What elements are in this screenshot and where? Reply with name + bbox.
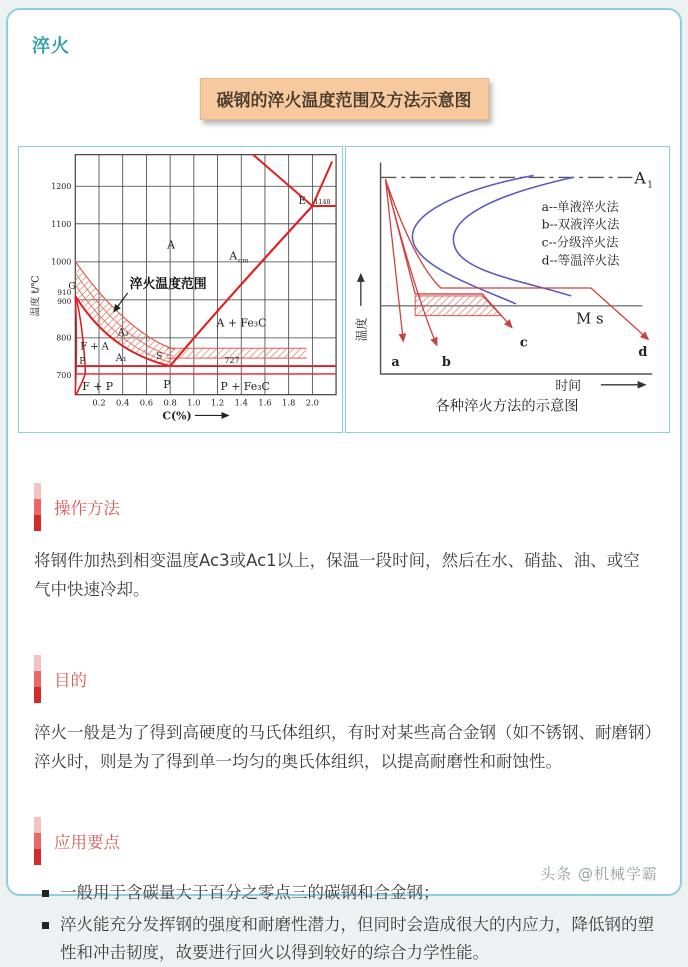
figure-row (8, 146, 680, 433)
svg-text:G: G (68, 282, 76, 293)
svg-text:1.6: 1.6 (258, 397, 272, 408)
phase-lines (75, 155, 336, 395)
ms-label: M s (576, 310, 604, 328)
svg-text:1.2: 1.2 (210, 397, 225, 408)
axes (381, 163, 653, 374)
list-item: 一般用于含碳量大于百分之零点三的碳钢和合金钢； (34, 879, 654, 907)
bullet-list (34, 879, 654, 967)
curve-labels (391, 335, 647, 370)
section-operation (8, 483, 680, 605)
section-heading-row (34, 483, 654, 531)
svg-text:1000: 1000 (51, 257, 72, 267)
svg-text:cm: cm (238, 256, 249, 265)
svg-text:A: A (167, 238, 176, 252)
section-body: 淬火一般是为了得到高硬度的马氏体组织，有时对某些高合金钢（如不锈钢、耐磨钢）淬火时，则是为了得到单一均匀的奥氏体组织，以提高耐磨性和耐蚀性。 (34, 722, 653, 771)
legend (542, 199, 621, 267)
quench-methods-chart (346, 147, 669, 432)
heading-bar-icon (34, 817, 41, 865)
svg-text:S: S (156, 352, 163, 363)
x-tick-labels (92, 398, 319, 408)
section-body: 将钢件加热到相变温度Ac3或Ac1以上，保温一段时间，然后在水、硝盐、油、或空气中快速冷却。 (34, 551, 640, 599)
svg-text:800: 800 (56, 333, 72, 343)
svg-text:A₃: A₃ (117, 327, 129, 339)
svg-text:d--等温淬火法: d--等温淬火法 (541, 253, 620, 268)
section-purpose (8, 655, 680, 777)
section-heading: 目的 (54, 670, 87, 690)
heading-bar-icon (34, 483, 41, 531)
svg-text:1.0: 1.0 (187, 397, 201, 408)
svg-text:F + A: F + A (80, 341, 109, 353)
svg-text:0.8: 0.8 (163, 397, 177, 408)
svg-text:b: b (441, 355, 451, 371)
svg-text:727: 727 (224, 356, 240, 366)
x-axis-title: 时间 (555, 378, 582, 394)
svg-text:E: E (298, 196, 306, 208)
x-axis-title: C(%) (162, 409, 192, 423)
article-card (6, 8, 682, 962)
section-heading: 操作方法 (54, 499, 120, 518)
grid (75, 155, 336, 395)
section-heading: 应用要点 (54, 832, 120, 852)
svg-text:P + Fe₃C: P + Fe₃C (220, 379, 270, 393)
svg-text:1100: 1100 (51, 219, 72, 229)
figure-banner-title: 碳钢的淬火温度范围及方法示意图 (200, 78, 489, 120)
svg-text:P: P (163, 377, 171, 391)
svg-text:A: A (229, 249, 238, 263)
svg-text:A₁: A₁ (115, 353, 127, 365)
svg-text:淬火温度范围: 淬火温度范围 (129, 277, 207, 293)
section-heading-row (34, 655, 654, 703)
svg-text:700: 700 (56, 370, 72, 380)
hold-band (415, 296, 501, 316)
svg-text:b--双液淬火法: b--双液淬火法 (541, 217, 620, 232)
section-application (8, 817, 680, 967)
page-title: 淬火 (32, 36, 70, 57)
quench-methods-panel (345, 146, 670, 433)
phase-diagram-chart (19, 147, 342, 432)
svg-text:P: P (79, 357, 86, 368)
a1-sub: 1 (647, 180, 653, 191)
y-axis-title: 温度 t/℃ (30, 275, 42, 317)
svg-text:1.4: 1.4 (234, 397, 248, 408)
section-heading-row (34, 817, 654, 865)
svg-text:a--单液淬火法: a--单液淬火法 (541, 199, 619, 214)
watermark: 头条 @机械学霸 (540, 865, 658, 883)
svg-text:d: d (638, 345, 648, 361)
svg-text:a: a (391, 355, 400, 371)
svg-text:F + P: F + P (82, 379, 114, 393)
svg-text:0.6: 0.6 (139, 397, 154, 408)
a1-label: A (634, 168, 646, 188)
annotation-arrow (114, 293, 128, 312)
list-item: 淬火能充分发挥钢的强度和耐磨性潜力，但同时会造成很大的内应力，降低钢的塑性和冲击韧度，故要进行回火以得到较好的综合力学性能。 (34, 911, 654, 967)
banner-wrap (8, 78, 680, 120)
svg-text:0.2: 0.2 (92, 397, 106, 408)
phase-diagram-panel (18, 146, 343, 433)
heading-bar-icon (34, 655, 41, 703)
svg-text:0.4: 0.4 (116, 397, 130, 408)
svg-text:2.0: 2.0 (305, 397, 320, 408)
svg-text:c: c (519, 335, 528, 351)
svg-text:1148: 1148 (314, 198, 331, 207)
phase-labels (68, 196, 330, 393)
chart-caption: 各种淬火方法的示意图 (435, 398, 579, 415)
svg-text:910: 910 (57, 287, 72, 297)
y-axis-title: 温度 (354, 317, 369, 342)
svg-text:c--分级淬火法: c--分级淬火法 (541, 235, 619, 250)
svg-text:900: 900 (57, 296, 72, 306)
svg-text:1.8: 1.8 (281, 397, 296, 408)
svg-text:1200: 1200 (51, 182, 72, 192)
svg-text:A + Fe₃C: A + Fe₃C (216, 316, 267, 330)
